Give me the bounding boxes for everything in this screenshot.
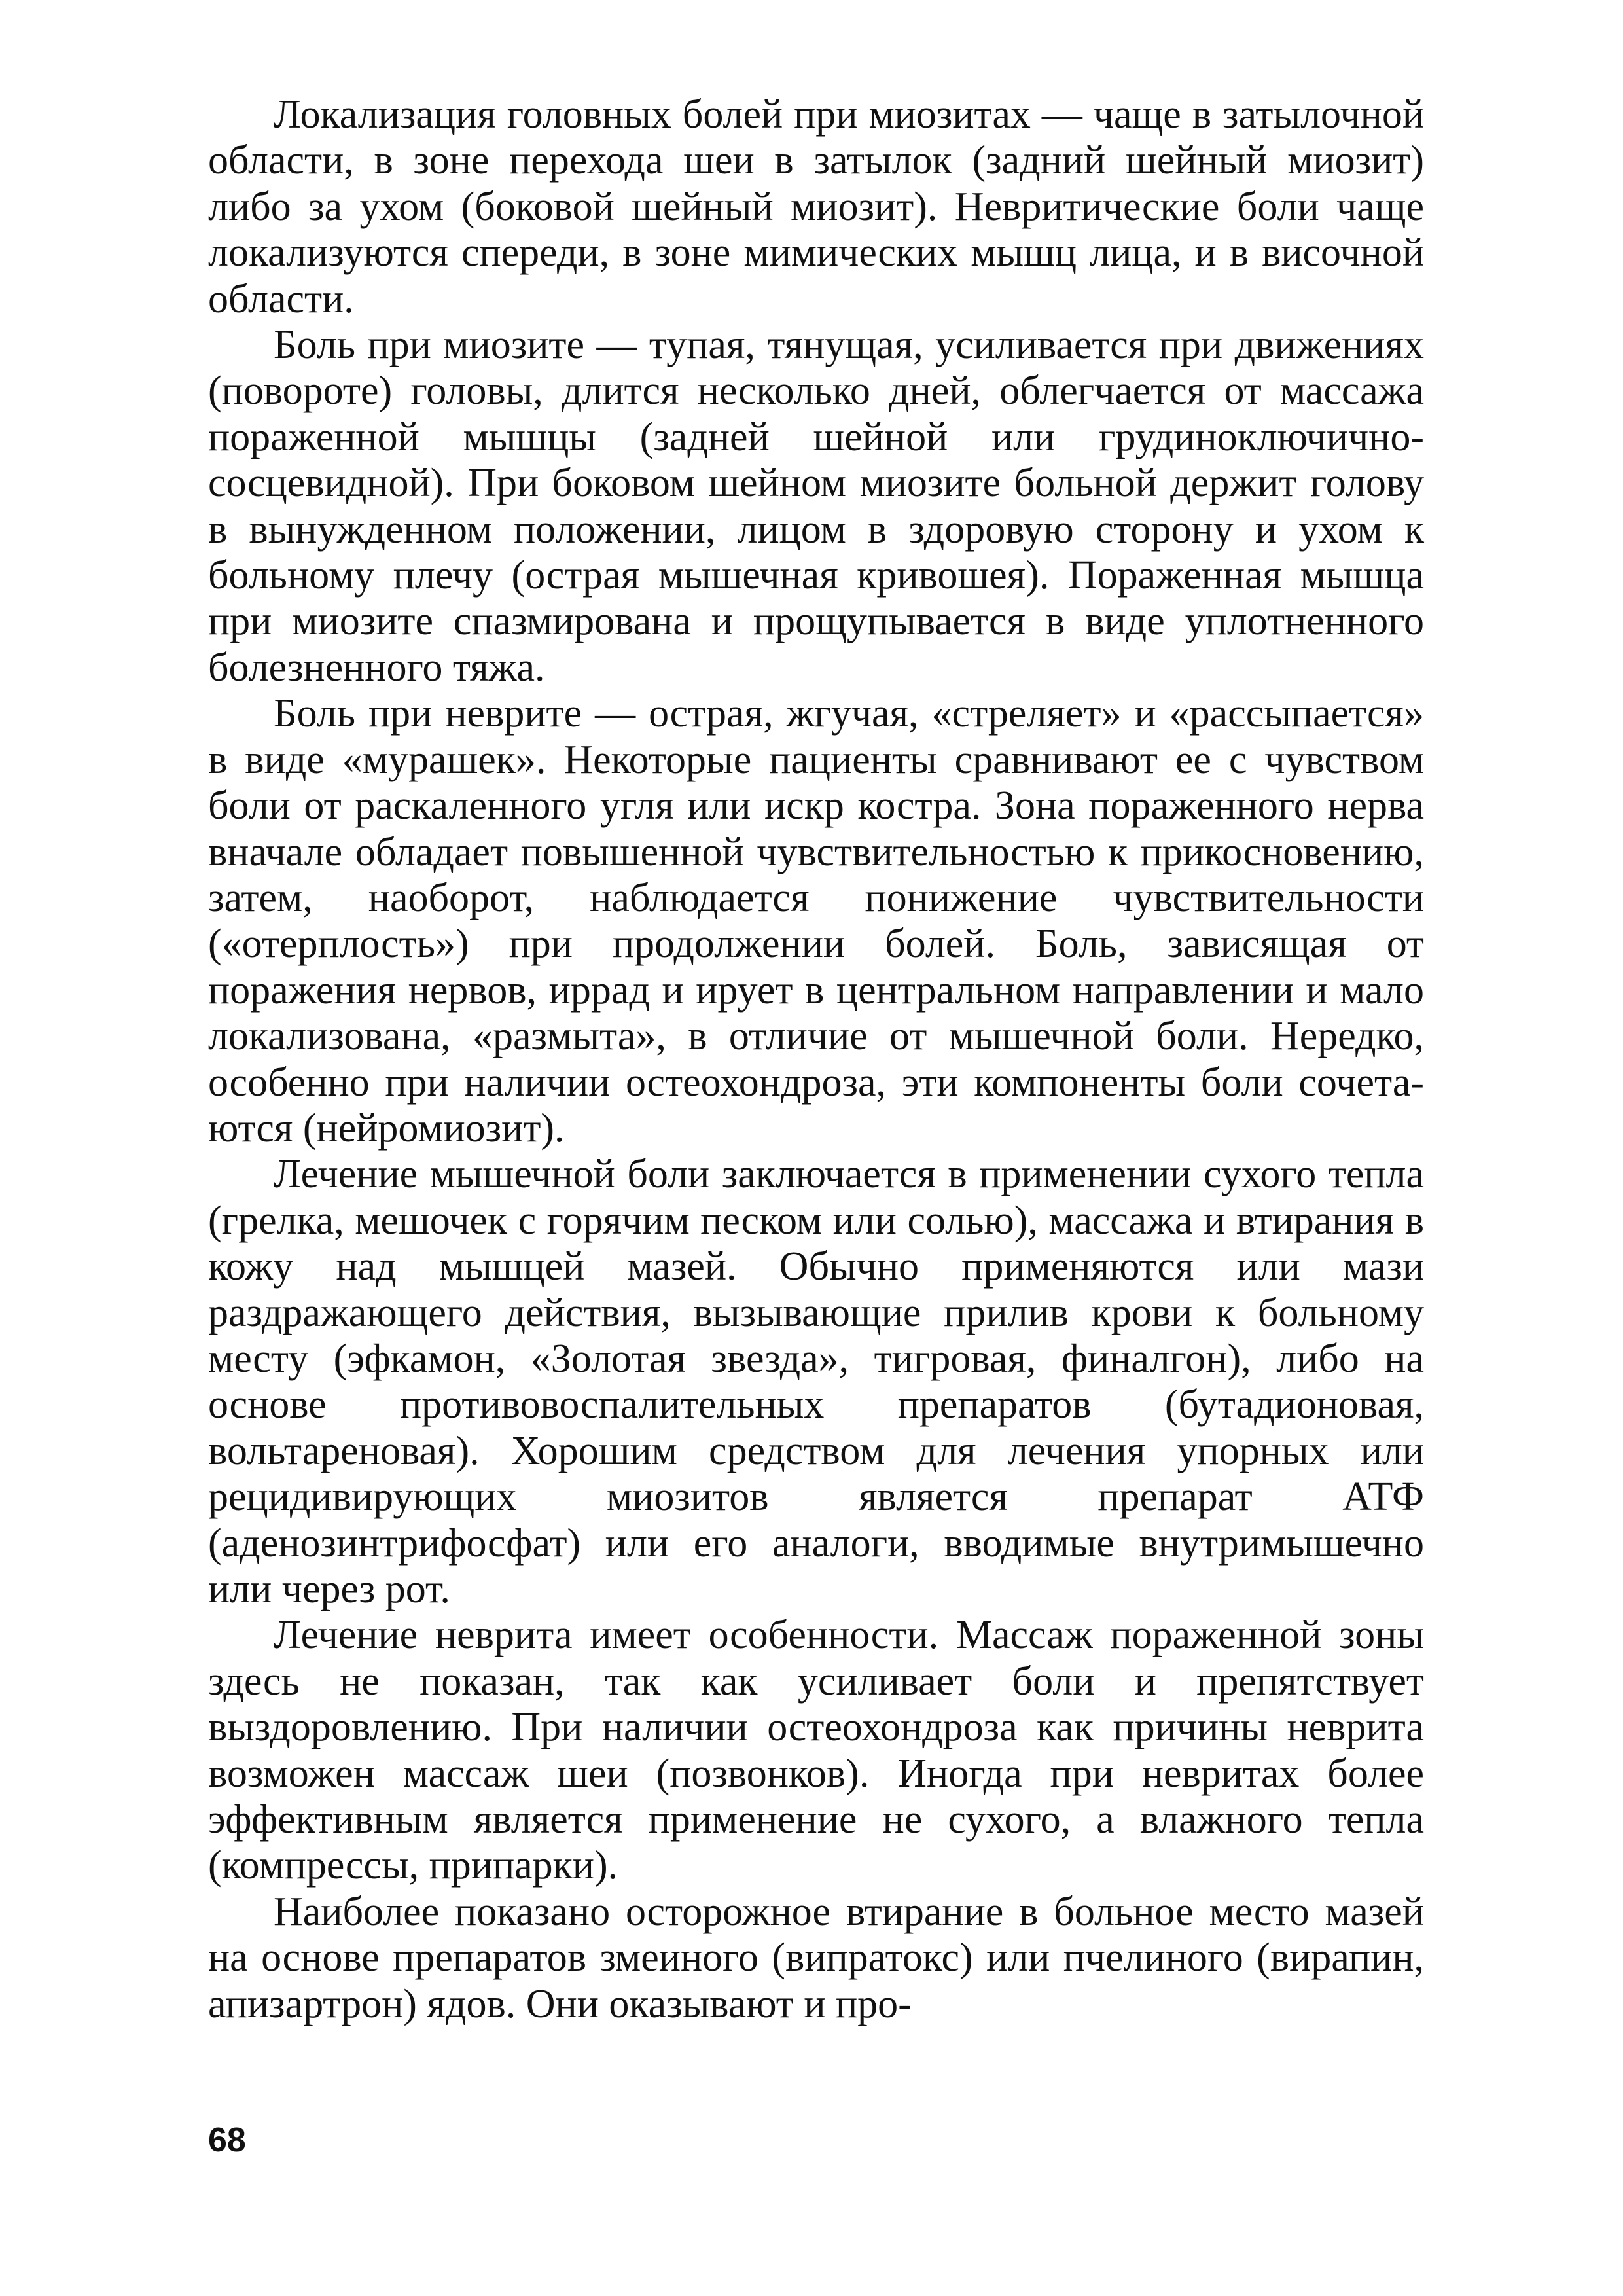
page-number: 68	[208, 2121, 246, 2159]
paragraph-venom-ointments: Наиболее показано осторожное втирание в больное место мазей на основе препаратов змеиного (випратокс) или пчелиного (вирапин, апизартрон) ядов. Они оказывают и про-	[208, 1889, 1424, 2026]
paragraph-neuritis-pain: Боль при неврите — острая, жгучая, «стреляет» и «рассыпается» в виде «мурашек». Некоторые пациенты сравнивают ее с чувством боли от раскаленного угля или искр костра. Зона пораженного нерва вначале обладает повышенной чувствительностью к прикосновению, затем, наоборот, наблюдается понижение чувствительности («отерплость») при продолжении болей. Боль, зависящая от поражения нервов, иррад и ирует в центральном направлении и мало локализована, «размыта», в отличие от мышечной боли. Нередко, особенно при наличии остеохондроза, эти компоненты боли сочетаются (нейромиозит).	[208, 691, 1424, 1151]
body-text	[208, 92, 1424, 2027]
paragraph-headache-localization: Локализация головных болей при миозитах — чаще в затылочной области, в зоне перехода шеи в затылок (задний шейный миозит) либо за ухом (боковой шейный миозит). Невритические боли чаще локализуются спереди, в зоне мимических мышц лица, и в височной области.	[208, 92, 1424, 321]
paragraph-myositis-pain: Боль при миозите — тупая, тянущая, усиливается при движениях (повороте) головы, длится несколько дней, облегчается от массажа пораженной мышцы (задней шейной или грудиноключично-сосцевидной). При боковом шейном миозите больной держит голову в вынужденном положении, лицом в здоровую сторону и ухом к больному плечу (острая мышечная кривошея). Пораженная мышца при миозите спазмирована и прощупывается в виде уплотненного болезненного тяжа.	[208, 323, 1424, 690]
paragraph-neuritis-treatment: Лечение неврита имеет особенности. Массаж пораженной зоны здесь не показан, так как усиливает боли и препятствует выздоровлению. При наличии остеохондроза как причины неврита возможен массаж шеи (позвонков). Иногда при невритах более эффективным является применение не сухого, а влажного тепла (компрессы, припарки).	[208, 1613, 1424, 1888]
paragraph-muscle-pain-treatment: Лечение мышечной боли заключается в применении сухого тепла (грелка, мешочек с горячим песком или солью), массажа и втирания в кожу над мышцей мазей. Обычно применяются или мази раздражающего действия, вызывающие прилив крови к больному месту (эфкамон, «Золотая звезда», тигровая, финалгон), либо на основе противовоспалительных препаратов (бутадионовая, вольтареновая). Хорошим средством для лечения упорных или рецидивирующих миозитов является препарат АТФ (аденозинтрифосфат) или его аналоги, вводимые внутримышечно или через рот.	[208, 1152, 1424, 1611]
